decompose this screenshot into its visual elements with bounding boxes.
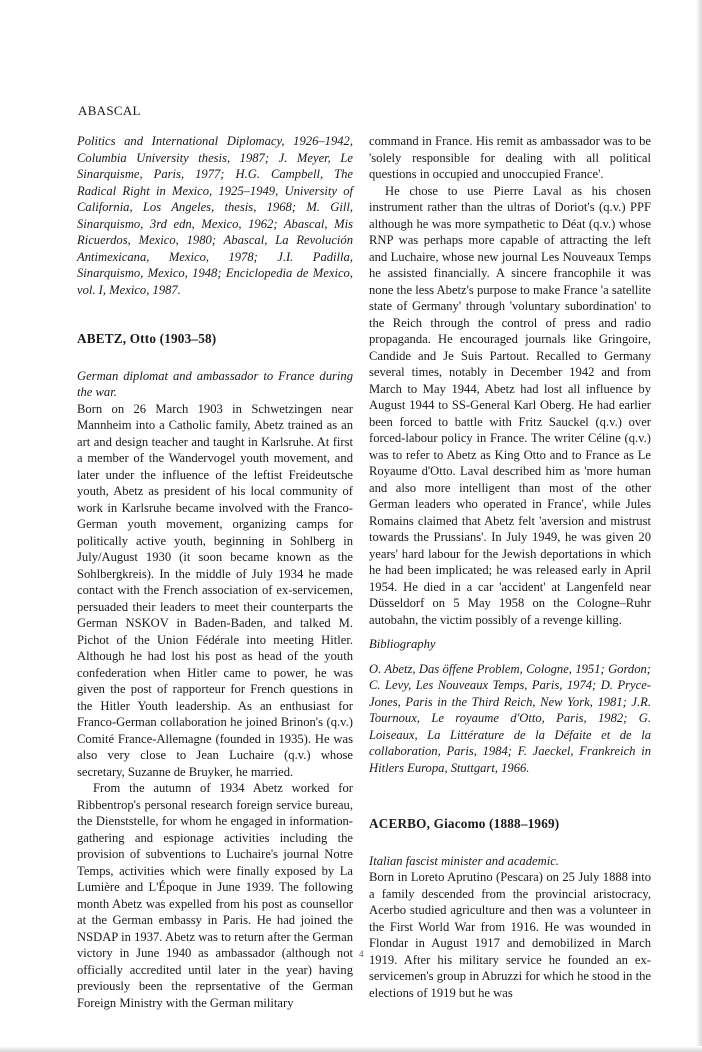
abetz-paragraph-3: He chose to use Pierre Laval as his chosen instrument rather than the ultras of Doriot's (q.v.) PPF although he was more sympathetic to Déat (q.v.) whose RNP was perhaps more capable of attracting the left and Luchaire, whose new journal Les Nouveaux Temps he assisted financially. A sincere francophile it was none the less Abetz's purpose to make France 'a satellite state of Germany' through 'voluntary subordination' to the Reich through the control of press and radio propaganda. He encouraged journals like Gringoire, Candide and Je Suis Partout. Recalled to Germany several times, notably in December 1942 and from March to May 1944, Abetz had lost all influence by August 1944 to SS-General Karl Oberg. He had earlier been forced to battle with Fritz Sauckel (q.v.) over forced-labour policy in France. The writer Céline (q.v.) was to refer to Abetz as King Otto and to France as Le Royaume d'Otto. Laval described him as 'more human and also more intelligent than most of the other German leaders who operated in France', while Jules Romains claimed that Abetz felt 'aversion and mistrust towards the Prussians'. In July 1949, he was given 20 years' hard labour for the Jewish deportations in which he had been implicated; he was released early in April 1954. He died in a car 'accident' at Langenfeld near Düsseldorf on 5 May 1958 on the Cologne–Ruhr autobahn, the victim possibly of a revenge killing. <box>369 183 651 627</box>
abetz-paragraph-1: Born on 26 March 1903 in Schwetzingen near Mannheim into a Catholic family, Abetz trained as an art and design teacher and taught in Karlsruhe. At first a member of the Wandervogel youth movement, and later under the influence of the leftist Freideutsche youth, Abetz as president of his local community of work in Karlsruhe became involved with the Franco-German youth movement, organizing camps for politically active youth, beginning in Sohlberg in July/August 1930 (it soon became known as the Sohlbergkreis). In the middle of July 1934 he made contact with the French association of ex-servicemen, persuaded their leaders to meet their counterparts the German NSKOV in Baden-Baden, and talked M. Pichot of the Union Fédérale into meeting Hitler. Although he had lost his post as head of the youth confederation when Hitler came to power, he was given the post of rapporteur for French questions in the Hitler Youth leadership. As an enthusiast for Franco-German collaboration he joined Brinon's (q.v.) Comité France-Allemagne (founded in 1935). He was also very close to Jean Luchaire (q.v.) whose secretary, Suzanne de Bruyker, he married. <box>77 401 353 779</box>
entry-heading-acerbo: ACERBO, Giacomo (1888–1969) <box>369 816 560 831</box>
entry-subtitle-abetz: German diplomat and ambassador to France during the war. <box>77 368 353 399</box>
running-head: ABASCAL <box>78 103 141 118</box>
entry-subtitle-acerbo: Italian fascist minister and academic. <box>369 853 559 868</box>
acerbo-paragraph-1: Born in Loreto Aprutino (Pescara) on 25 July 1888 into a family descended from the provincial aristocracy, Acerbo studied agriculture and then was a volunteer in the First World War from 1916. He was wounded in Flondar in August 1917 and demobilized in March 1919. After his military service he founded an ex-servicemen's group in Abruzzi for which he stood in the elections of 1919 but he was <box>369 870 651 1000</box>
left-column <box>77 133 353 1011</box>
abetz-paragraph-2-continued: command in France. His remit as ambassador was to be 'solely responsible for dealing with all political questions in occupied and unoccupied France'. <box>369 134 651 181</box>
abetz-paragraph-2: From the autumn of 1934 Abetz worked for Ribbentrop's personal research foreign service bureau, the Dienststelle, for whom he engaged in information-gathering and espionage activities including the provision of subventions to Luchaire's journal Notre Temps, activities which were finally exposed by La Lumière and L'Époque in June 1939. The following month Abetz was expelled from his post as counsellor at the German embassy in Paris. He had joined the NSDAP in 1937. Abetz was to return after the German victory in June 1940 as ambassador (although not officially accredited until later in the year) having previously been the reprsentative of the German Foreign Ministry with the German military <box>77 781 353 1010</box>
abascal-bibliography-continued: Politics and International Diplomacy, 1926–1942, Columbia University thesis, 1987; J. Meyer, Le Sinarquisme, Paris, 1977; H.G. Campbell, The Radical Right in Mexico, 1925–1949, University of California, Los Angeles, thesis, 1968; M. Gill, Sinarquismo, 3rd edn, Mexico, 1962; Abascal, Mis Ricuerdos, Mexico, 1980; Abascal, La Revolución Antimexicana, Mexico, 1978; J.I. Padilla, Sinarquismo, Mexico, 1948; Enciclopedia de Mexico, vol. I, Mexico, 1987. <box>77 134 353 297</box>
entry-heading-abetz: ABETZ, Otto (1903–58) <box>77 331 217 346</box>
page-edge-shadow-bottom <box>0 1046 702 1052</box>
abetz-bibliography: O. Abetz, Das öffene Problem, Cologne, 1951; Gordon; C. Levy, Les Nouveaux Temps, Paris, 1974; D. Pryce-Jones, Paris in the Third Reich, New York, 1981; J.R. Tournoux, Le royaume d'Otto, Paris, 1982; G. Loiseaux, La Littérature de la Défaite et de la collaboration, Paris, 1984; F. Jaeckel, Frankreich in Hitlers Europa, Stuttgart, 1966. <box>369 661 651 775</box>
right-column <box>369 133 651 1001</box>
page-edge-shadow-right <box>696 0 702 1052</box>
bibliography-label: Bibliography <box>369 637 436 651</box>
page-number: 4 <box>359 949 364 959</box>
